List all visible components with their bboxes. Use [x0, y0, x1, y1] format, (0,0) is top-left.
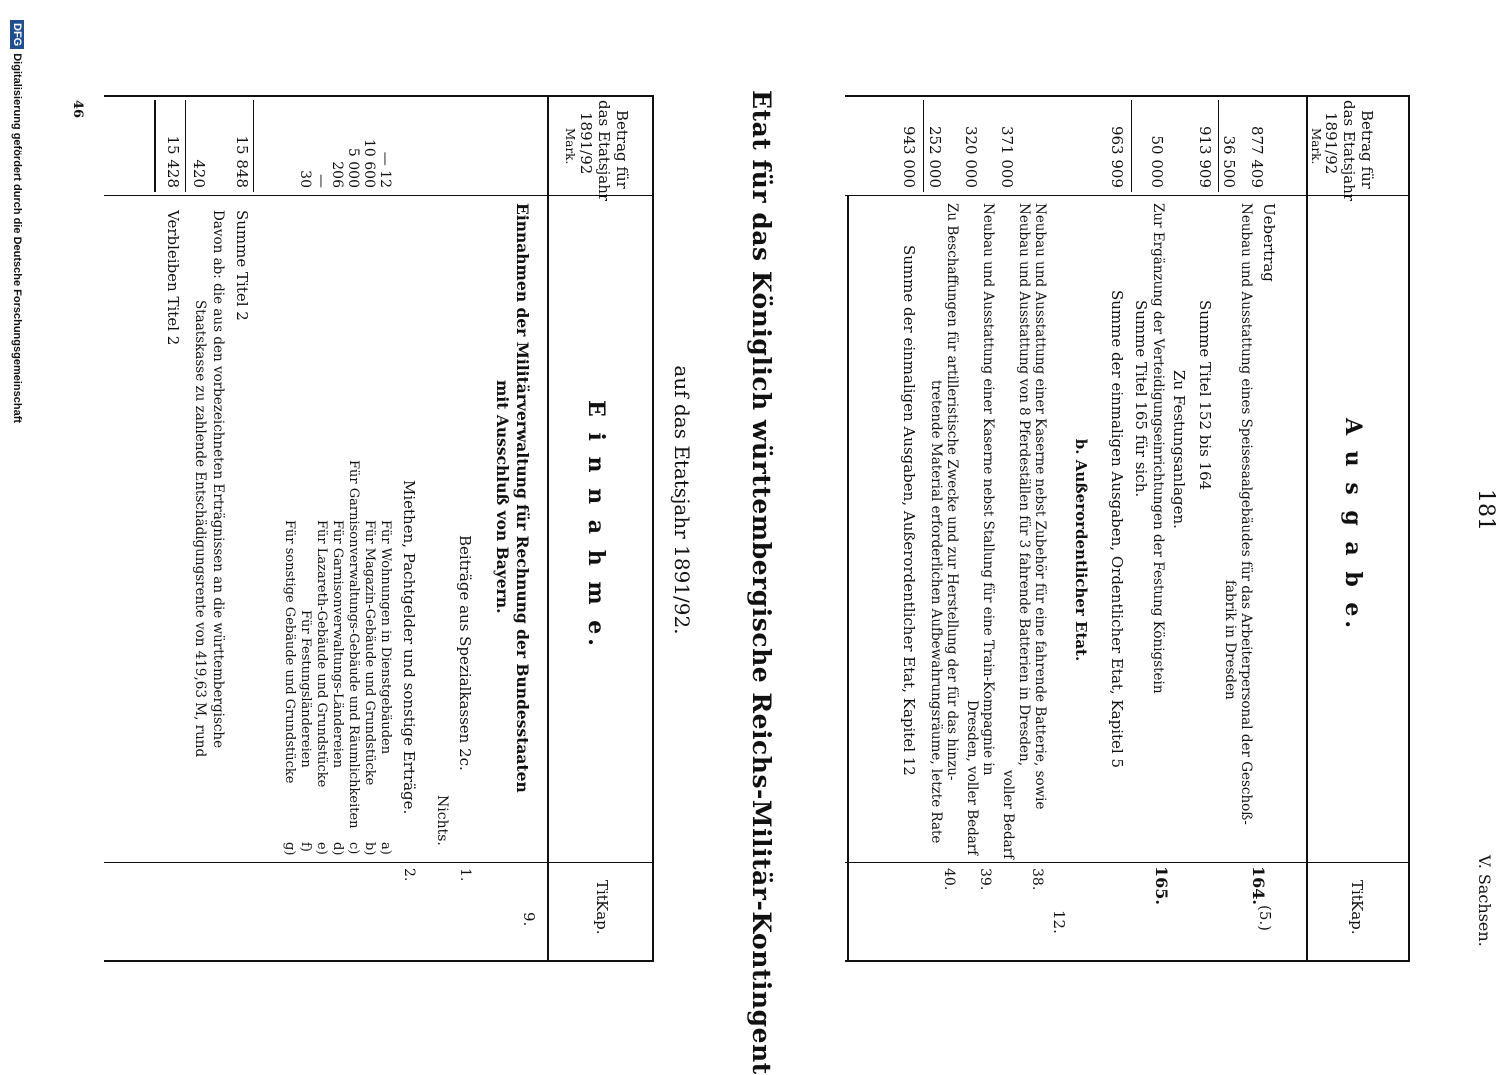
sum-rule-titel-2 [253, 100, 254, 192]
titel-40-amount: 252 000 [926, 125, 944, 188]
kap-column-rule [845, 195, 1410, 196]
item-e-letter: e) [314, 842, 329, 855]
titel-165-line1: Zur Ergänzung der Verteidigungseinrichtungen der Festung Königstein [1150, 203, 1166, 694]
table-left-rule [845, 95, 1410, 97]
item-d-amount: 206 [329, 161, 345, 188]
item-f-amount: 30 [297, 170, 313, 188]
page-number: 181 [1473, 489, 1498, 531]
item-e-label: Für Lazareth-Gebäude und Grundstücke [314, 520, 329, 788]
titel-38-line3: voller Bedarf [1000, 770, 1016, 860]
item-g-letter: g) [282, 842, 297, 856]
titel-164-number: 164. [1249, 866, 1268, 905]
item-c-label: Für Garnisonverwaltungs-Gebäude und Räumlichkeiten [346, 460, 361, 829]
titel-2-label: Miethen, Pachtgelder und sonstige Erträge. [400, 480, 418, 815]
item-c-amount: 5 000 [345, 147, 361, 188]
einnahme-kap-column-rule [104, 195, 654, 196]
summe-titel-165: Summe Titel 165 für sich. [1132, 300, 1150, 498]
uebertrag-amount: 877 409 [1248, 125, 1266, 188]
einnahme-col-header-tit: Tit. [593, 880, 611, 906]
titel-38-number: 38. [1029, 868, 1045, 891]
titel-40-line2: tretende Material erforderlichen Aufbewahrungsräume, letzte Rate [928, 380, 944, 844]
titel-40-number: 40. [941, 868, 957, 891]
col-header-kap: Kap. [1348, 900, 1366, 935]
titel-39-line2: Dresden, voller Bedarf [964, 700, 980, 856]
page-mark: 46 [70, 100, 85, 119]
titel-38-line1: Neubau und Ausstattung einer Kaserne nebst Zubehör für eine fahrende Batterie, sowie [1032, 203, 1048, 810]
summe-titel-152-164: Summe Titel 152 bis 164 [1196, 300, 1214, 491]
etat-title: Etat für das Königlich württembergische Reichs-Militär-Kontingent [747, 90, 776, 1075]
einnahme-col-header-betrag-1: Betrag für [613, 110, 631, 189]
col-header-betrag-3: 1891/92 [1322, 112, 1340, 175]
item-f-label: Für Festungsländereien [298, 610, 313, 768]
digitization-text: Digitalisierung gefördert durch die Deutsche Forschungsgemeinschaft [11, 53, 23, 424]
titel-39-amount: 320 000 [962, 125, 980, 188]
titel-1-label: Beiträge aus Spezialkassen 2c. [456, 535, 474, 771]
item-d-label: Für Garnisonverwaltungs-Ländereien [330, 520, 345, 769]
titel-39-line1: Neubau und Ausstattung einer Kaserne nebst Stallung für eine Train-Kompagnie in [980, 203, 996, 776]
item-e-amount: — [313, 174, 329, 188]
summe-titel-152-164-amount: 913 909 [1196, 125, 1214, 188]
einnahme-col-header-kap: Kap. [593, 900, 611, 935]
sum-rule-40 [923, 100, 924, 192]
section-header: V. Sachsen. [1475, 855, 1494, 947]
einnahmen-heading-line2: mit Ausschluß von Bayern. [493, 380, 512, 614]
davon-ab-line1: Davon ab: die aus den vorbezeichneten Erträgnissen an die württembergische [210, 210, 226, 749]
titel-39-number: 39. [977, 868, 993, 891]
einnahme-header-rule [547, 95, 549, 960]
item-c-letter: c) [346, 842, 361, 855]
titel-2-number: 2. [401, 868, 417, 882]
einnahme-col-header-mark: Mark. [563, 128, 577, 165]
einnahme-col-header-betrag-2: das Etatsjahr [595, 100, 613, 202]
einnahme-left-rule [104, 95, 654, 97]
titel-1-number: 1. [457, 868, 473, 882]
einnahme-tit-column-rule [104, 862, 654, 863]
titel-165-amount: 50 000 [1148, 135, 1166, 188]
verbleiben-titel-2-amount: 15 428 [164, 135, 182, 188]
sum-rule-165 [1131, 100, 1132, 192]
einnahme-col-header-betrag-3: 1891/92 [577, 112, 595, 175]
item-d-letter: d) [330, 842, 345, 856]
col-header-betrag-1: Betrag für [1358, 110, 1376, 189]
summe-einmalige-ausserordentlich-amount: 943 000 [900, 125, 918, 188]
etat-subtitle: auf das Etatsjahr 1891/92. [670, 365, 694, 635]
ausgabe-title: A u s g a b e. [1340, 417, 1366, 633]
item-a-amount: — 12 [377, 151, 393, 188]
titel-38-line2: Neubau und Ausstattung von 8 Pferdeställen für 3 fahrende Batterien in Dresden, [1016, 203, 1032, 767]
kap-9: 9. [520, 912, 538, 927]
item-b-label: Für Magazin-Gebäude und Grundstücke [362, 520, 377, 786]
einnahmen-heading-line1: Einnahmen der Militärverwaltung für Rechnung der Bundesstaaten [513, 203, 532, 793]
summe-einmalige-ausserordentlich: Summe der einmaligen Ausgaben, Außerordentlicher Etat, Kapitel 12 [900, 245, 918, 776]
titel-40-line1: Zu Beschaffungen für artilleristische Zwecke und zur Herstellung der für das hinzu- [944, 203, 960, 781]
titel-38-amount: 371 000 [998, 125, 1016, 188]
item-a-letter: a) [378, 842, 393, 855]
col-header-betrag-2: das Etatsjahr [1340, 100, 1358, 202]
ausgabe-bottom-rule [847, 195, 849, 962]
einnahme-right-rule [104, 960, 654, 962]
item-b-letter: b) [362, 842, 377, 856]
sum-rule-164 [1218, 100, 1219, 192]
digitization-note [11, 20, 22, 423]
festungsanlagen-heading: Zu Festungsanlagen. [1170, 370, 1188, 529]
einnahme-title: E i n n a h m e. [583, 400, 609, 650]
verbleiben-titel-2: Verbleiben Titel 2 [164, 210, 182, 346]
table-top-rule [1408, 95, 1410, 960]
einnahme-top-rule [652, 95, 654, 960]
summe-einmalige-ordentlich-amount: 963 909 [1108, 125, 1126, 188]
dfg-logo: DFG [10, 20, 24, 49]
titel-164-line2: fabrik in Dresden [1222, 580, 1238, 700]
double-rule-verbleiben [154, 100, 156, 192]
item-f-letter: f) [298, 842, 313, 852]
col-header-tit: Tit. [1348, 880, 1366, 906]
summe-einmalige-ordentlich: Summe der einmaligen Ausgaben, Ordentlicher Etat, Kapitel 5 [1108, 290, 1126, 769]
titel-164-line1: Neubau und Ausstattung eines Speisesaalgebäudes für das Arbeiterpersonal der Geschoß- [1238, 203, 1254, 825]
titel-1-nichts: Nichts. [434, 795, 450, 846]
col-header-mark: Mark. [1309, 128, 1323, 165]
item-a-label: Für Wohnungen in Dienstgebäuden [378, 520, 393, 755]
tit-column-rule [845, 862, 1410, 863]
table-header-rule [1306, 95, 1308, 960]
kap-12: 12. [1050, 910, 1068, 934]
item-b-amount: 10 600 [361, 139, 377, 188]
uebertrag-label: Uebertrag [1260, 203, 1278, 282]
kap-5: (5.) [1256, 905, 1274, 932]
titel-164-amount: 36 500 [1220, 135, 1238, 188]
davon-ab-line2: Staatskasse zu zahlende Entschädigungsrente von 419,63 M, rund [192, 300, 208, 758]
sum-rule-verbleiben [185, 100, 186, 192]
summe-titel-2-amount: 15 848 [233, 135, 251, 188]
item-g-label: Für sonstige Gebäude und Grundstücke [282, 520, 297, 784]
davon-ab-amount: 420 [190, 159, 208, 188]
table-right-rule [845, 960, 1410, 962]
ausserordentlicher-etat-heading: b. Außerordentlicher Etat. [1072, 438, 1090, 662]
summe-titel-2: Summe Titel 2 [233, 210, 251, 321]
titel-165-number: 165. [1152, 866, 1171, 905]
